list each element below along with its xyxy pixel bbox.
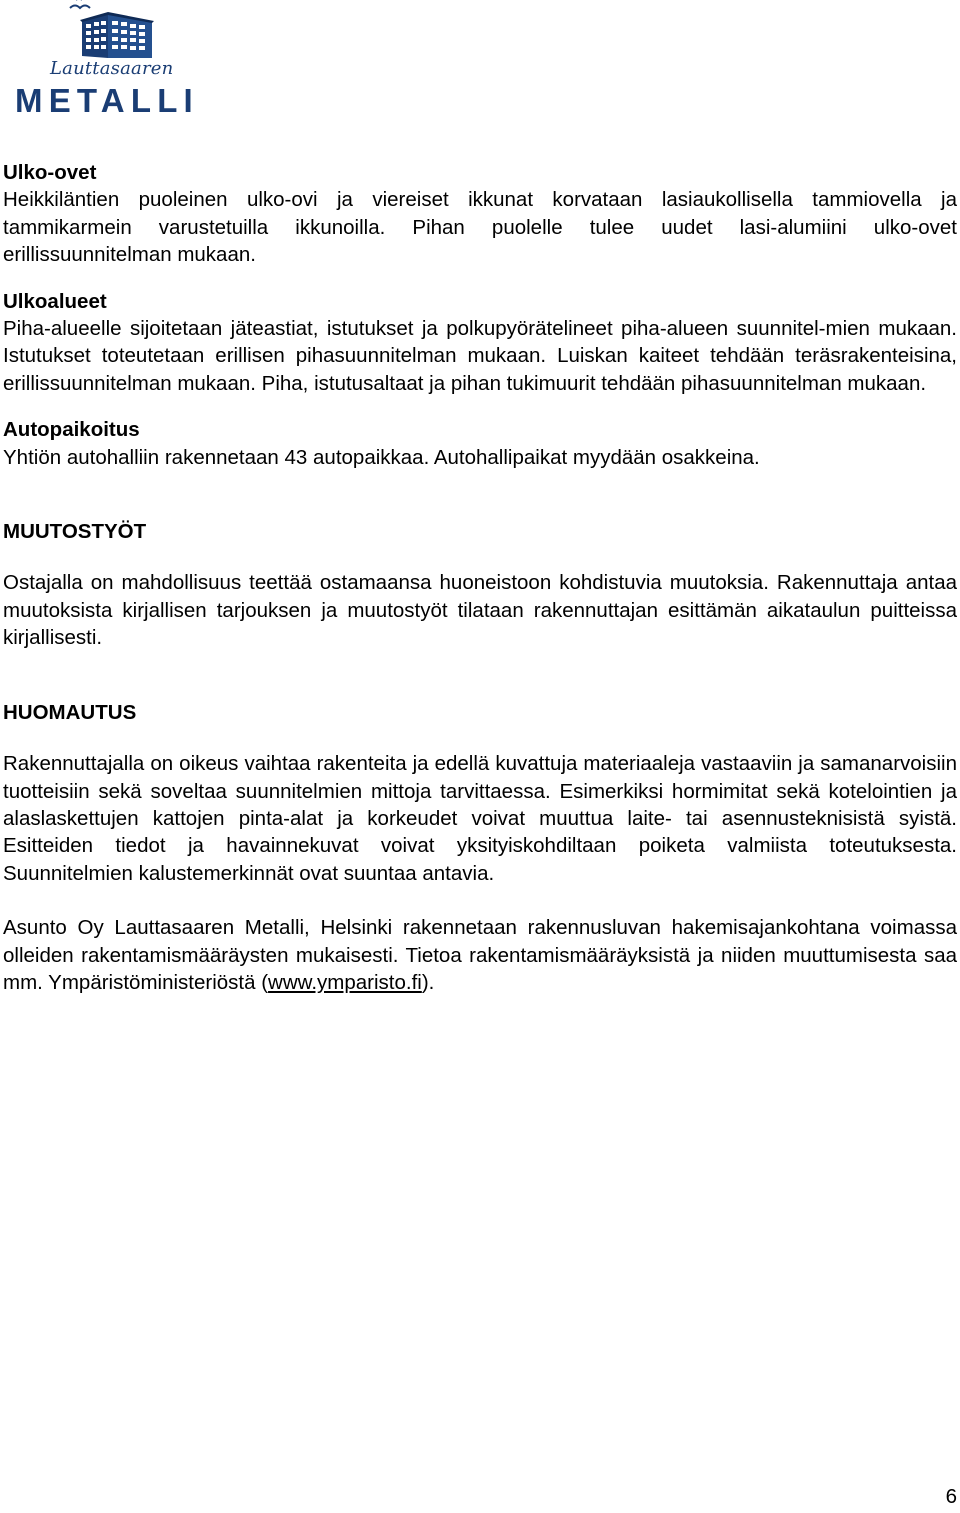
document-body [3,159,957,996]
building-icon [12,0,212,62]
heading-muutostyot: MUUTOSTYÖT [3,520,147,544]
ymparisto-link[interactable]: www.ymparisto.fi [268,970,422,994]
paragraph-rakennuslupa [3,914,957,996]
heading-autopaikoitus: Autopaikoitus [3,418,140,442]
heading-huomautus: HUOMAUTUS [3,700,137,724]
heading-ulko-ovet: Ulko-ovet [3,161,97,184]
paragraph-muutostyot: Ostajalla on mahdollisuus teettää ostamaansa huoneistoon kohdistuvia muutoksia. Rakennuttaja antaa muutoksista kirjallisen tarjouksen ja muutostyöt tilataan rakennuttajan esittämän aikataulun puitteissa kirjallisesti. [3,571,957,650]
heading-ulkoalueet: Ulkoalueet [3,289,107,313]
rakennuslupa-text-end: ). [421,970,435,994]
paragraph-ulkoalueet: Piha-alueelle sijoitetaan jäteastiat, istutukset ja polkupyörätelineet piha-alueen suunnitel-mien mukaan. Istutukset toteutetaan erillisen pihasuunnitelman mukaan. Luiskan kaiteet tehdään teräsrakenteisina, erillissuunnitelman mukaan. Piha, istutusaltaat ja pihan tukimuurit tehdään pihasuunnitelman mukaan. [3,317,957,395]
paragraph-autopaikoitus: Yhtiön autohalliin rakennetaan 43 autopaikkaa. Autohallipaikat myydään osakkeina. [3,445,760,469]
paragraph-huomautus: Rakennuttajalla on oikeus vaihtaa rakenteita ja edellä kuvattuja materiaaleja vastaaviin ja samanarvoisiin tuotteisiin sekä soveltaa suunnitelmien mittoja tarvittaessa. Esimerkiksi hormimitat sekä kotelointien ja alaslaskettujen kattojen pinta-alat ja korkeudet voivat muuttua laite- tai asennusteknisistä syistä. Esitteiden tiedot ja havainnekuvat voivat yksityiskohdiltaan poiketa valmiista toteutuksesta. Suunnitelmien kalustemerkinnät ovat suuntaa antavia. [3,752,957,885]
logo-script-text: Lauttasaaren [50,58,174,79]
company-logo [12,0,212,124]
paragraph-ulko-ovet: Heikkiläntien puoleinen ulko-ovi ja viereiset ikkunat korvataan lasiaukollisella tammiovella ja tammikarmein varustetuilla ikkunoilla. Pihan puolelle tulee uudet lasi-alumiini ulko-ovet erillissuunnitelman mukaan. [3,188,957,267]
rakennuslupa-text: Asunto Oy Lauttasaaren Metalli, Helsinki rakennetaan rakennusluvan hakemisajankohtana voimassa olleiden rakentamismääräysten mukaisesti. Tietoa rakentamismääräyksistä ja niiden muuttumisesta saa mm. Ympäristöministeriöstä ( [3,916,957,994]
page-number: 6 [945,1485,957,1508]
logo-wordmark: METALLI [15,82,199,119]
